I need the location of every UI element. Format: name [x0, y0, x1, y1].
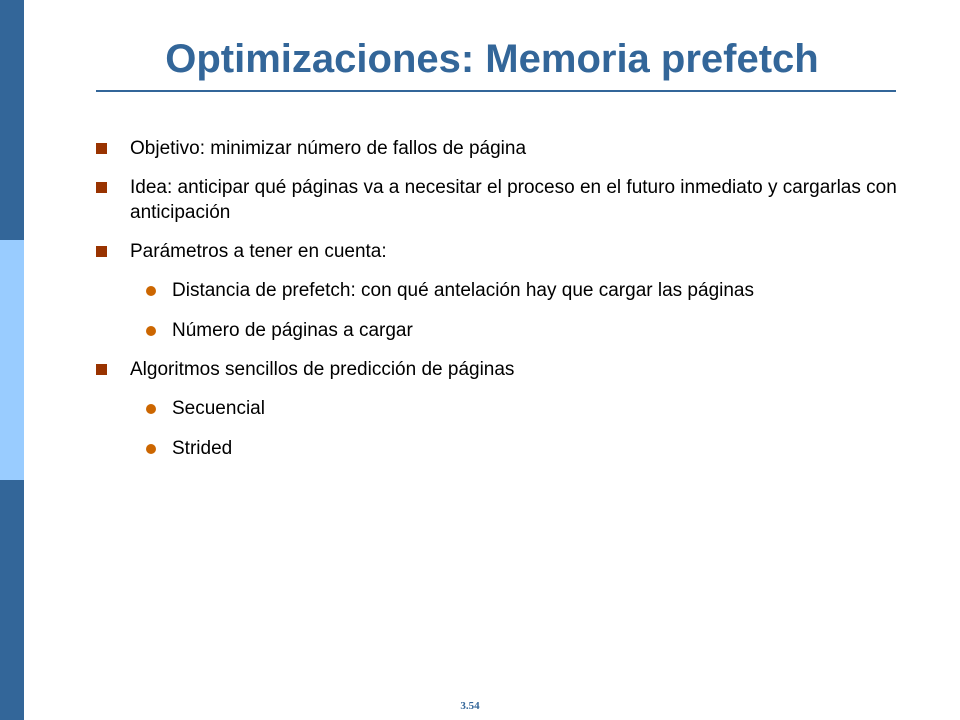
round-bullet-icon	[146, 404, 156, 414]
bullet-text: Idea: anticipar qué páginas va a necesitar el proceso en el futuro inmediato y cargarlas con anticipación	[130, 177, 897, 223]
bullet-item-algoritmos	[96, 357, 946, 461]
round-bullet-icon	[146, 326, 156, 336]
round-bullet-icon	[146, 444, 156, 454]
bullet-item-objetivo	[96, 136, 946, 161]
sub-bullet-text: Distancia de prefetch: con qué antelación hay que cargar las páginas	[172, 280, 754, 301]
square-bullet-icon	[96, 143, 107, 154]
sidebar-segment-middle	[0, 240, 24, 480]
sub-bullet-item-strided	[130, 436, 946, 461]
sidebar-decoration	[0, 0, 24, 720]
page-number: 3.54	[460, 700, 480, 712]
sub-bullet-text: Número de páginas a cargar	[172, 320, 413, 341]
bullet-text: Parámetros a tener en cuenta:	[130, 241, 387, 262]
sub-bullet-list	[130, 396, 946, 461]
bullet-item-idea	[96, 175, 946, 225]
sidebar-segment-bottom	[0, 480, 24, 720]
sub-bullet-item-numero	[130, 318, 946, 343]
round-bullet-icon	[146, 286, 156, 296]
sub-bullet-list	[130, 278, 946, 343]
slide-title: Optimizaciones: Memoria prefetch	[165, 37, 819, 81]
sub-bullet-text: Strided	[172, 438, 233, 459]
sidebar-segment-top	[0, 0, 24, 240]
sub-bullet-item-distancia	[130, 278, 946, 303]
bullet-text: Algoritmos sencillos de predicción de páginas	[130, 359, 515, 380]
sub-bullet-text: Secuencial	[172, 398, 265, 419]
square-bullet-icon	[96, 246, 107, 257]
title-divider	[96, 90, 896, 92]
bullet-list	[96, 136, 946, 475]
square-bullet-icon	[96, 364, 107, 375]
sub-bullet-item-secuencial	[130, 396, 946, 421]
square-bullet-icon	[96, 182, 107, 193]
bullet-text: Objetivo: minimizar número de fallos de página	[130, 138, 527, 159]
bullet-item-parametros	[96, 239, 946, 343]
